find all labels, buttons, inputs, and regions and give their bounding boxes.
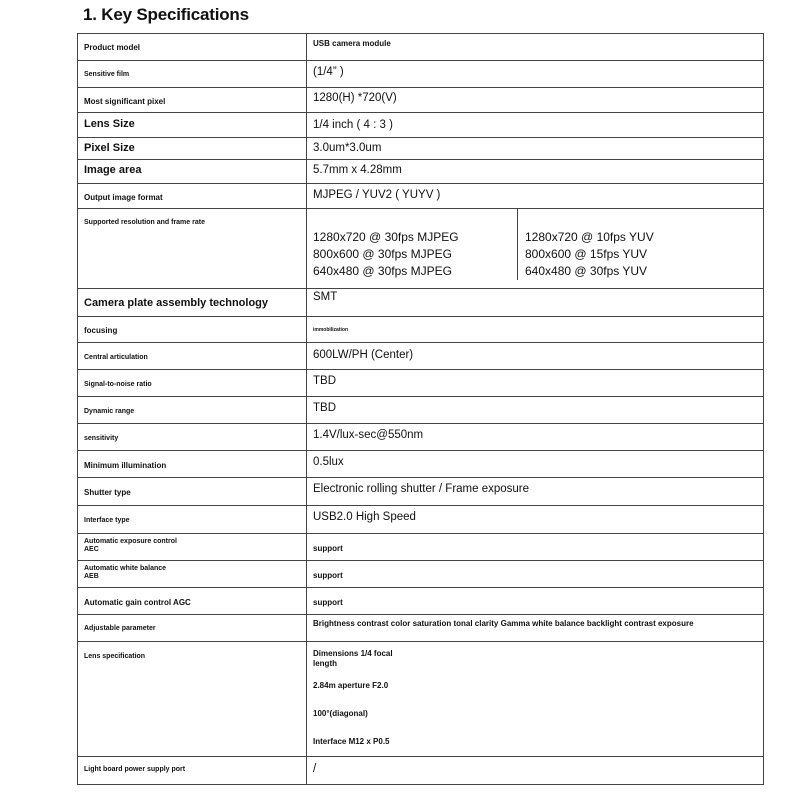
- spec-value: USB2.0 High Speed: [307, 506, 764, 534]
- resolution-line: 800x600 @ 30fps MJPEG: [313, 247, 452, 261]
- table-row: [78, 397, 764, 424]
- table-row: [78, 343, 764, 370]
- spec-value: TBD: [307, 397, 764, 424]
- lens-spec-line: Dimensions 1/4 focal: [313, 649, 393, 658]
- table-row: [78, 478, 764, 506]
- spec-key: Output image format: [78, 184, 307, 209]
- spec-key: Signal-to-noise ratio: [78, 370, 307, 397]
- table-row: [78, 289, 764, 317]
- spec-value: 1.4V/lux-sec@550nm: [307, 424, 764, 451]
- spec-value: 5.7mm x 4.28mm: [307, 160, 764, 184]
- resolution-line: 800x600 @ 15fps YUV: [525, 247, 648, 261]
- resolution-line: 1280x720 @ 10fps YUV: [525, 230, 654, 244]
- page-title: 1. Key Specifications: [83, 5, 249, 24]
- resolution-line: 640x480 @ 30fps MJPEG: [313, 264, 452, 278]
- table-row: [78, 209, 764, 289]
- spec-key: Adjustable parameter: [78, 615, 307, 642]
- spec-value: immobilization: [307, 317, 764, 343]
- spec-key: [78, 534, 307, 561]
- table-row: [78, 588, 764, 615]
- lens-spec-line: Interface M12 x P0.5: [313, 737, 390, 746]
- table-row: [78, 757, 764, 785]
- spec-key-abbrev: AEB: [84, 573, 99, 581]
- table-row: [78, 138, 764, 160]
- spec-key: Lens Size: [78, 113, 307, 138]
- table-row: [78, 615, 764, 642]
- resolution-line: 1280x720 @ 30fps MJPEG: [313, 230, 459, 244]
- spec-key: Automatic gain control AGC: [78, 588, 307, 615]
- table-row: [78, 88, 764, 113]
- lens-spec-line: 2.84m aperture F2.0: [313, 681, 389, 690]
- spec-key: focusing: [78, 317, 307, 343]
- spec-value: support: [307, 588, 764, 615]
- table-row: [78, 424, 764, 451]
- lens-spec-line: 100°(diagonal): [313, 709, 368, 718]
- table-row: [78, 451, 764, 478]
- table-row: [78, 160, 764, 184]
- table-row: [78, 506, 764, 534]
- table-row: [78, 34, 764, 61]
- spec-key: Central articulation: [78, 343, 307, 370]
- table-row: [78, 642, 764, 757]
- spec-value: support: [307, 534, 764, 561]
- spec-value: 0.5lux: [307, 451, 764, 478]
- spec-key: Most significant pixel: [78, 88, 307, 113]
- spec-key: Supported resolution and frame rate: [78, 209, 307, 289]
- spec-value: USB camera module: [307, 34, 764, 61]
- spec-key: Light board power supply port: [78, 757, 307, 785]
- spec-value: /: [307, 757, 764, 785]
- spec-key-label: Automatic white balance: [84, 565, 167, 572]
- table-row: [78, 534, 764, 561]
- spec-key: Pixel Size: [78, 138, 307, 160]
- spec-value: 3.0um*3.0um: [307, 138, 764, 160]
- spec-value: SMT: [307, 289, 764, 317]
- table-row: [78, 113, 764, 138]
- spec-key: Image area: [78, 160, 307, 184]
- spec-value: 1280(H) *720(V): [307, 88, 764, 113]
- resolution-line: 640x480 @ 30fps YUV: [525, 264, 648, 278]
- spec-value: [307, 642, 764, 757]
- spec-value: 1/4 inch ( 4 : 3 ): [307, 113, 764, 138]
- spec-key: sensitivity: [78, 424, 307, 451]
- spec-key-abbrev: AEC: [84, 546, 99, 554]
- resolution-yuv-column: [518, 209, 654, 280]
- table-row: [78, 184, 764, 209]
- spec-value: (1/4” ): [307, 61, 764, 88]
- spec-key: Dynamic range: [78, 397, 307, 424]
- spec-value: Brightness contrast color saturation tonal clarity Gamma white balance backlight contrast exposure: [307, 615, 764, 642]
- spec-value: TBD: [307, 370, 764, 397]
- resolution-mjpeg-column: [307, 209, 518, 280]
- table-row: [78, 61, 764, 88]
- spec-key: Minimum illumination: [78, 451, 307, 478]
- spec-key: Sensitive film: [78, 61, 307, 88]
- spec-key: Product model: [78, 34, 307, 61]
- table-row: [78, 370, 764, 397]
- spec-value: Electronic rolling shutter / Frame exposure: [307, 478, 764, 506]
- spec-key: [78, 561, 307, 588]
- spec-value: MJPEG / YUV2 ( YUYV ): [307, 184, 764, 209]
- resolution-grid: [307, 209, 763, 280]
- spec-key: Interface type: [78, 506, 307, 534]
- spec-value: support: [307, 561, 764, 588]
- spec-value: 600LW/PH (Center): [307, 343, 764, 370]
- spec-key: Lens specification: [78, 642, 307, 757]
- resolution-cell: [307, 209, 764, 289]
- spec-table: [77, 33, 764, 785]
- table-row: [78, 561, 764, 588]
- spec-key-label: Automatic exposure control: [84, 538, 177, 545]
- spec-key: Shutter type: [78, 478, 307, 506]
- table-row: [78, 317, 764, 343]
- spec-key: Camera plate assembly technology: [78, 289, 307, 317]
- lens-spec-line: length: [313, 659, 337, 668]
